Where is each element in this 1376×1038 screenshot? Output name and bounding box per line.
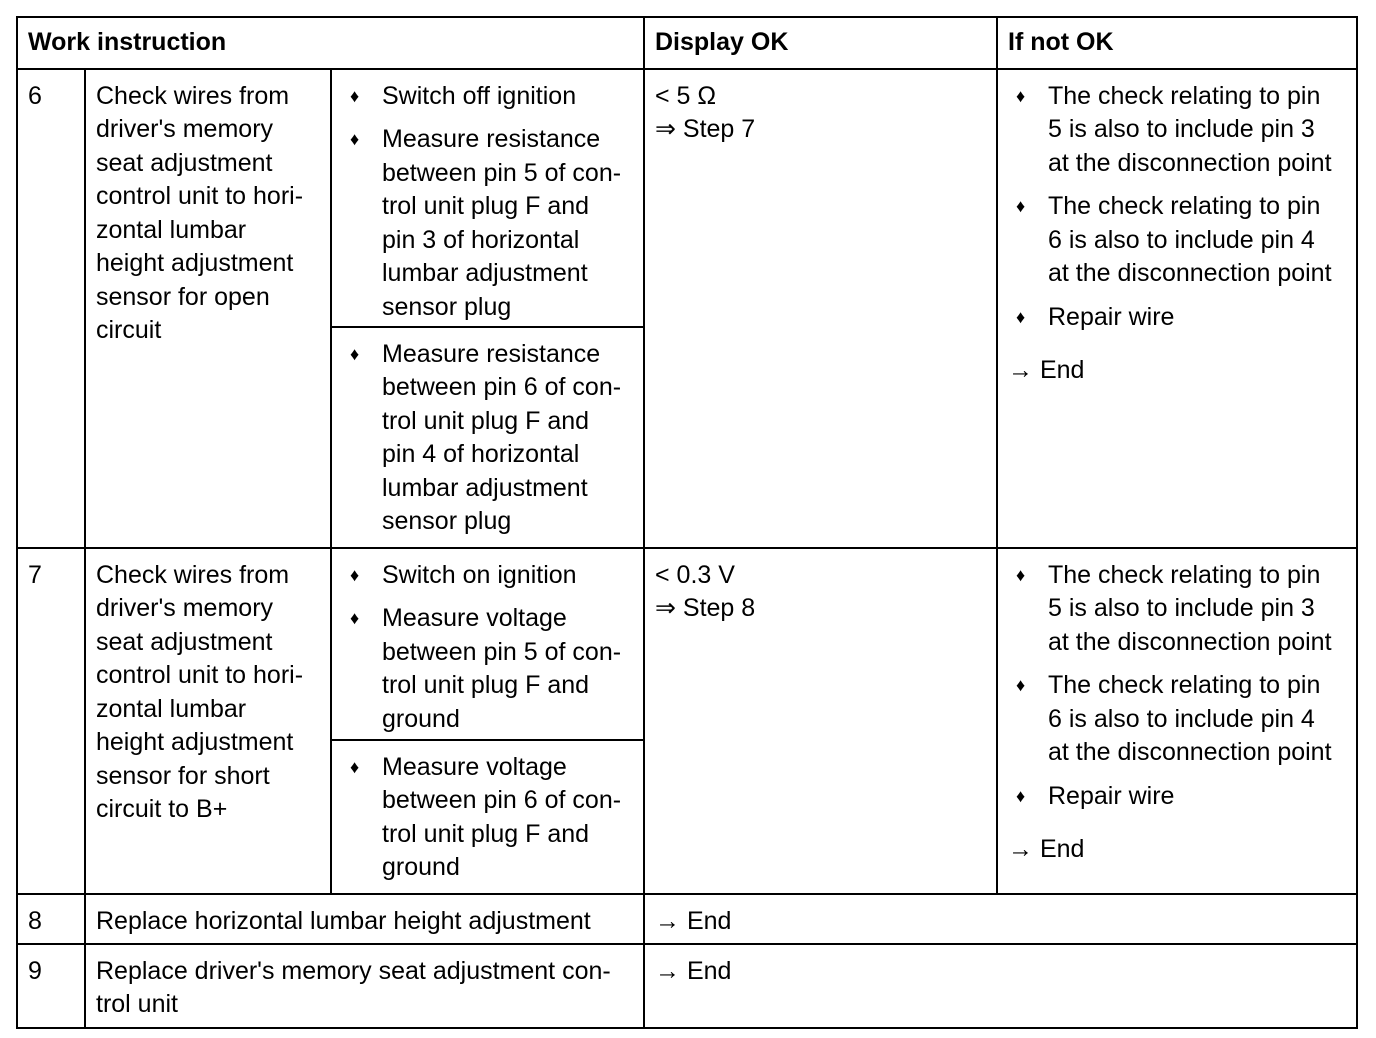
text-line: control unit to hori- [96, 661, 304, 689]
text-line: between pin 6 of con- [382, 786, 622, 814]
document [16, 16, 1356, 1029]
text-line: Check wires from [96, 560, 290, 589]
list-item [342, 751, 633, 885]
list-item [1008, 669, 1346, 770]
bullet-list [342, 559, 633, 737]
text-line: between pin 6 of con- [382, 373, 622, 401]
text-line: trol unit plug F and [382, 671, 590, 699]
bullet-list [1008, 80, 1346, 335]
text-line: zontal lumbar [96, 694, 247, 723]
text-line: trol unit plug F and [382, 406, 590, 435]
diamond-bullet-icon: ♦ [350, 129, 360, 149]
bullet-list [342, 80, 633, 325]
step-number: 9 [17, 944, 85, 1028]
bullet-list [1008, 559, 1346, 814]
list-item [342, 80, 633, 114]
text-line: ⇒ Step 7 [655, 115, 756, 143]
diamond-bullet-icon: ♦ [1016, 196, 1026, 216]
text-line: Repair wire [1048, 302, 1175, 331]
step-number: 8 [17, 894, 85, 944]
diamond-bullet-icon: ♦ [1016, 85, 1026, 106]
text-line: at the disconnection point [1048, 148, 1332, 177]
text-line: between pin 5 of con- [382, 637, 622, 666]
diamond-bullet-icon: ♦ [350, 85, 360, 106]
text-line: ground [382, 853, 460, 881]
list-item [1008, 80, 1346, 181]
text-line: Measure voltage [382, 604, 567, 632]
text-line: Switch off ignition [382, 81, 577, 110]
text-line: < 5 Ω [655, 81, 717, 110]
diamond-bullet-icon: ♦ [350, 756, 360, 777]
diamond-bullet-icon: ♦ [350, 343, 360, 364]
text-line: Measure resistance [382, 339, 601, 368]
step-description [85, 894, 644, 944]
table-row [17, 548, 1357, 894]
diamond-bullet-icon: ♦ [1016, 306, 1026, 327]
text-line: sensor for open [96, 282, 270, 311]
action-group [332, 741, 643, 893]
text-line: driver's memory [96, 115, 274, 143]
display-ok-value: → End [644, 944, 1357, 1028]
text-line: at the disconnection point [1048, 627, 1332, 656]
text-line: Replace driver's memory seat adjustment con- [96, 956, 611, 985]
step-actions [331, 69, 644, 548]
text-line: The check relating to pin [1048, 560, 1321, 589]
list-item [342, 123, 633, 324]
if-not-ok-actions [997, 548, 1357, 894]
table-row [17, 944, 1357, 1028]
text-line: ground [382, 704, 460, 733]
list-item [1008, 301, 1346, 335]
text-line: seat adjustment [96, 148, 273, 177]
end-link: → End [1008, 356, 1085, 384]
text-line: at the disconnection point [1048, 259, 1332, 287]
list-item [1008, 190, 1346, 291]
display-ok-value: → End [644, 894, 1357, 944]
text-line: sensor plug [382, 292, 512, 321]
text-line: sensor plug [382, 507, 512, 535]
if-not-ok-list [1008, 559, 1346, 814]
table-header-row [17, 17, 1357, 69]
diamond-bullet-icon: ♦ [1016, 785, 1026, 806]
header-if-not-ok: If not OK [997, 17, 1357, 69]
list-item [1008, 559, 1346, 660]
text-line: between pin 5 of con- [382, 158, 622, 187]
header-display-ok: Display OK [644, 17, 997, 69]
text-line: trol unit plug F and [382, 819, 590, 848]
header-work-instruction: Work instruction [17, 17, 644, 69]
text-line: 6 is also to include pin 4 [1048, 225, 1315, 254]
text-line: control unit to hori- [96, 182, 304, 210]
text-line: at the disconnection point [1048, 738, 1332, 766]
diamond-bullet-icon: ♦ [350, 608, 360, 628]
text-line: lumbar adjustment [382, 259, 588, 287]
diamond-bullet-icon: ♦ [350, 564, 360, 585]
work-instruction-table [16, 16, 1358, 1029]
step-actions [331, 548, 644, 894]
list-item [342, 338, 633, 539]
text-line: Measure voltage [382, 752, 567, 781]
text-line: 5 is also to include pin 3 [1048, 115, 1315, 143]
text-line: pin 4 of horizontal [382, 440, 580, 468]
text-line: Switch on ignition [382, 560, 577, 589]
list-item [342, 559, 633, 593]
text-line: Repair wire [1048, 781, 1175, 810]
text-line: The check relating to pin [1048, 81, 1321, 110]
table-row [17, 894, 1357, 944]
text-line: height adjustment [96, 249, 294, 277]
display-ok-value [644, 69, 997, 548]
action-group [332, 328, 643, 547]
diamond-bullet-icon: ♦ [1016, 564, 1026, 585]
bullet-list [342, 751, 633, 885]
text-line: < 0.3 V [655, 560, 735, 589]
text-line: height adjustment [96, 728, 294, 756]
text-line: 5 is also to include pin 3 [1048, 594, 1315, 622]
text-line: The check relating to pin [1048, 192, 1321, 220]
if-not-ok-actions [997, 69, 1357, 548]
text-line: zontal lumbar [96, 215, 247, 244]
text-line: trol unit plug F and [382, 192, 590, 220]
text-line: circuit [96, 316, 162, 344]
end-link: → End [1008, 835, 1085, 863]
text-line: lumbar adjustment [382, 473, 588, 502]
text-line: circuit to B+ [96, 795, 228, 823]
text-line: seat adjustment [96, 627, 273, 656]
list-item [1008, 780, 1346, 814]
step-number: 6 [17, 69, 85, 548]
text-line: sensor for short [96, 761, 270, 790]
step-description [85, 69, 331, 548]
text-line: The check relating to pin [1048, 671, 1321, 699]
text-line: Measure resistance [382, 125, 601, 153]
text-line: driver's memory [96, 594, 274, 622]
text-line: pin 3 of horizontal [382, 225, 580, 254]
text-line: trol unit [96, 990, 178, 1018]
text-line: 6 is also to include pin 4 [1048, 704, 1315, 733]
step-description [85, 944, 644, 1028]
text-line: Check wires from [96, 81, 290, 110]
list-item [342, 602, 633, 736]
if-not-ok-list [1008, 80, 1346, 335]
diamond-bullet-icon: ♦ [1016, 675, 1026, 695]
bullet-list [342, 338, 633, 539]
text-line: Replace horizontal lumbar height adjustment [96, 906, 591, 935]
table-row [17, 69, 1357, 548]
step-number: 7 [17, 548, 85, 894]
step-description [85, 548, 331, 894]
action-group [332, 549, 643, 741]
text-line: ⇒ Step 8 [655, 594, 756, 622]
display-ok-value [644, 548, 997, 894]
action-group [332, 70, 643, 328]
